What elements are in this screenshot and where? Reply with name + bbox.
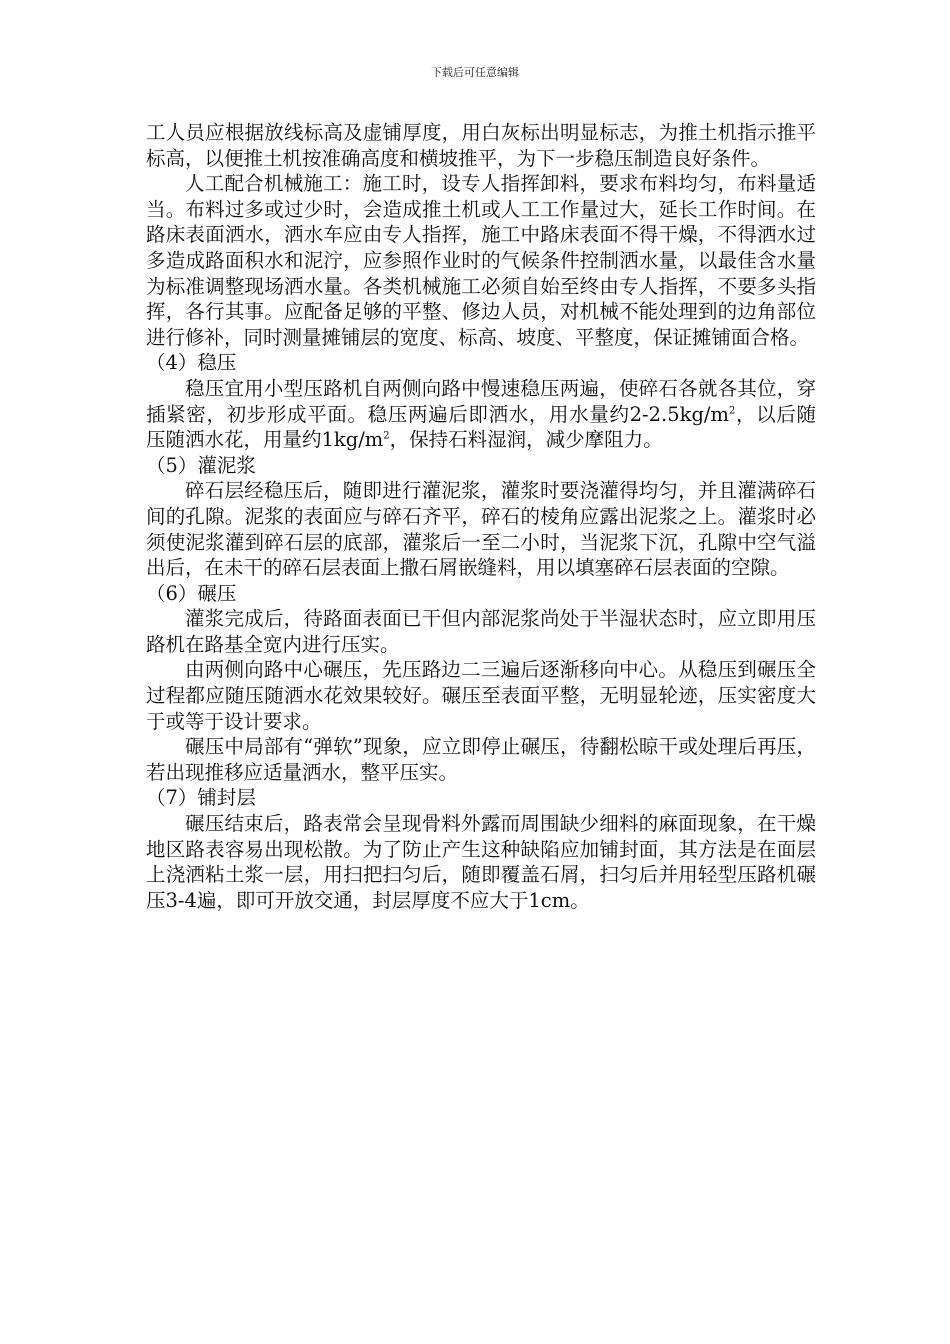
paragraph-seal-layer: 碾压结束后，路表常会呈现骨料外露而周围缺少细料的麻面现象，在干燥地区路表容易出现松散。为了防止产生这种缺陷应加铺封面，其方法是在面层上浇洒粘土浆一层，用扫把扫匀后，随即覆盖石屑，扫匀后并用轻型压路机碾压3-4遍，即可开放交通，封层厚度不应大于1cm。 [146, 812, 816, 912]
document-body [146, 120, 816, 913]
superscript-2: 2 [383, 430, 390, 442]
paragraph-machinery-construction: 人工配合机械施工：施工时，设专人指挥卸料，要求布料均匀，布料量适当。布料过多或过少时，会造成推土机或人工工作量过大，延长工作时间。在路床表面洒水，洒水车应由专人指挥，施工中路床表面不得干燥，不得洒水过多造成路面积水和泥泞，应参照作业时的气候条件控制洒水量，以最佳含水量为标准调整现场洒水量。各类机械施工必须自始至终由专人指挥，不要多头指挥，各行其事。应配备足够的平整、修边人员，对机械不能处理到的边角部位进行修补，同时测量摊铺层的宽度、标高、坡度、平整度，保证摊铺面合格。 [146, 172, 816, 349]
paragraph-rolling-3: 碾压中局部有“弹软”现象，应立即停止碾压，待翻松晾干或处理后再压，若出现推移应适量洒水，整平压实。 [146, 735, 816, 784]
paragraph-rolling-1: 灌浆完成后，待路面表面已干但内部泥浆尚处于半湿状态时，应立即用压路机在路基全宽内进行压实。 [146, 607, 816, 656]
stabilizing-text-part2: ，以后随压随洒水花，用量约1kg/m [146, 402, 816, 452]
superscript-2: 2 [729, 405, 736, 417]
stabilizing-text-part1: 稳压宜用小型压路机自两侧向路中慢速稳压两遍，使碎石各就各其位，穿插紧密，初步形成平面。稳压两遍后即洒水，用水量约2-2.5kg/m [146, 376, 816, 426]
section-heading-rolling: （6）碾压 [146, 581, 237, 605]
paragraph-grouting: 碎石层经稳压后，随即进行灌泥浆，灌浆时要浇灌得均匀，并且灌满碎石间的孔隙。泥浆的表面应与碎石齐平，碎石的棱角应露出泥浆之上。灌浆时必须使泥浆灌到碎石层的底部，灌浆后一至二小时，当泥浆下沉，孔隙中空气溢出后，在未干的碎石层表面上撒石屑嵌缝料，用以填塞碎石层表面的空隙。 [146, 479, 816, 580]
section-heading-seal-layer: （7）铺封层 [146, 786, 256, 810]
paragraph-stabilizing [146, 376, 816, 453]
section-heading-grouting: （5）灌泥浆 [146, 453, 256, 477]
section-heading-stabilizing: （4）稳压 [146, 351, 237, 375]
paragraph-continuation: 工人员应根据放线标高及虚铺厚度，用白灰标出明显标志，为推土机指示推平标高，以便推土机按准确高度和横坡推平，为下一步稳压制造良好条件。 [146, 121, 816, 170]
stabilizing-text-part3: ，保持石料湿润，减少摩阻力。 [389, 428, 663, 452]
paragraph-rolling-2: 由两侧向路中心碾压，先压路边二三遍后逐渐移向中心。从稳压到碾压全过程都应随压随洒水花效果较好。碾压至表面平整，无明显轮迹，压实密度大于或等于设计要求。 [146, 658, 816, 733]
page-header: 下载后可任意编辑 [431, 66, 519, 79]
